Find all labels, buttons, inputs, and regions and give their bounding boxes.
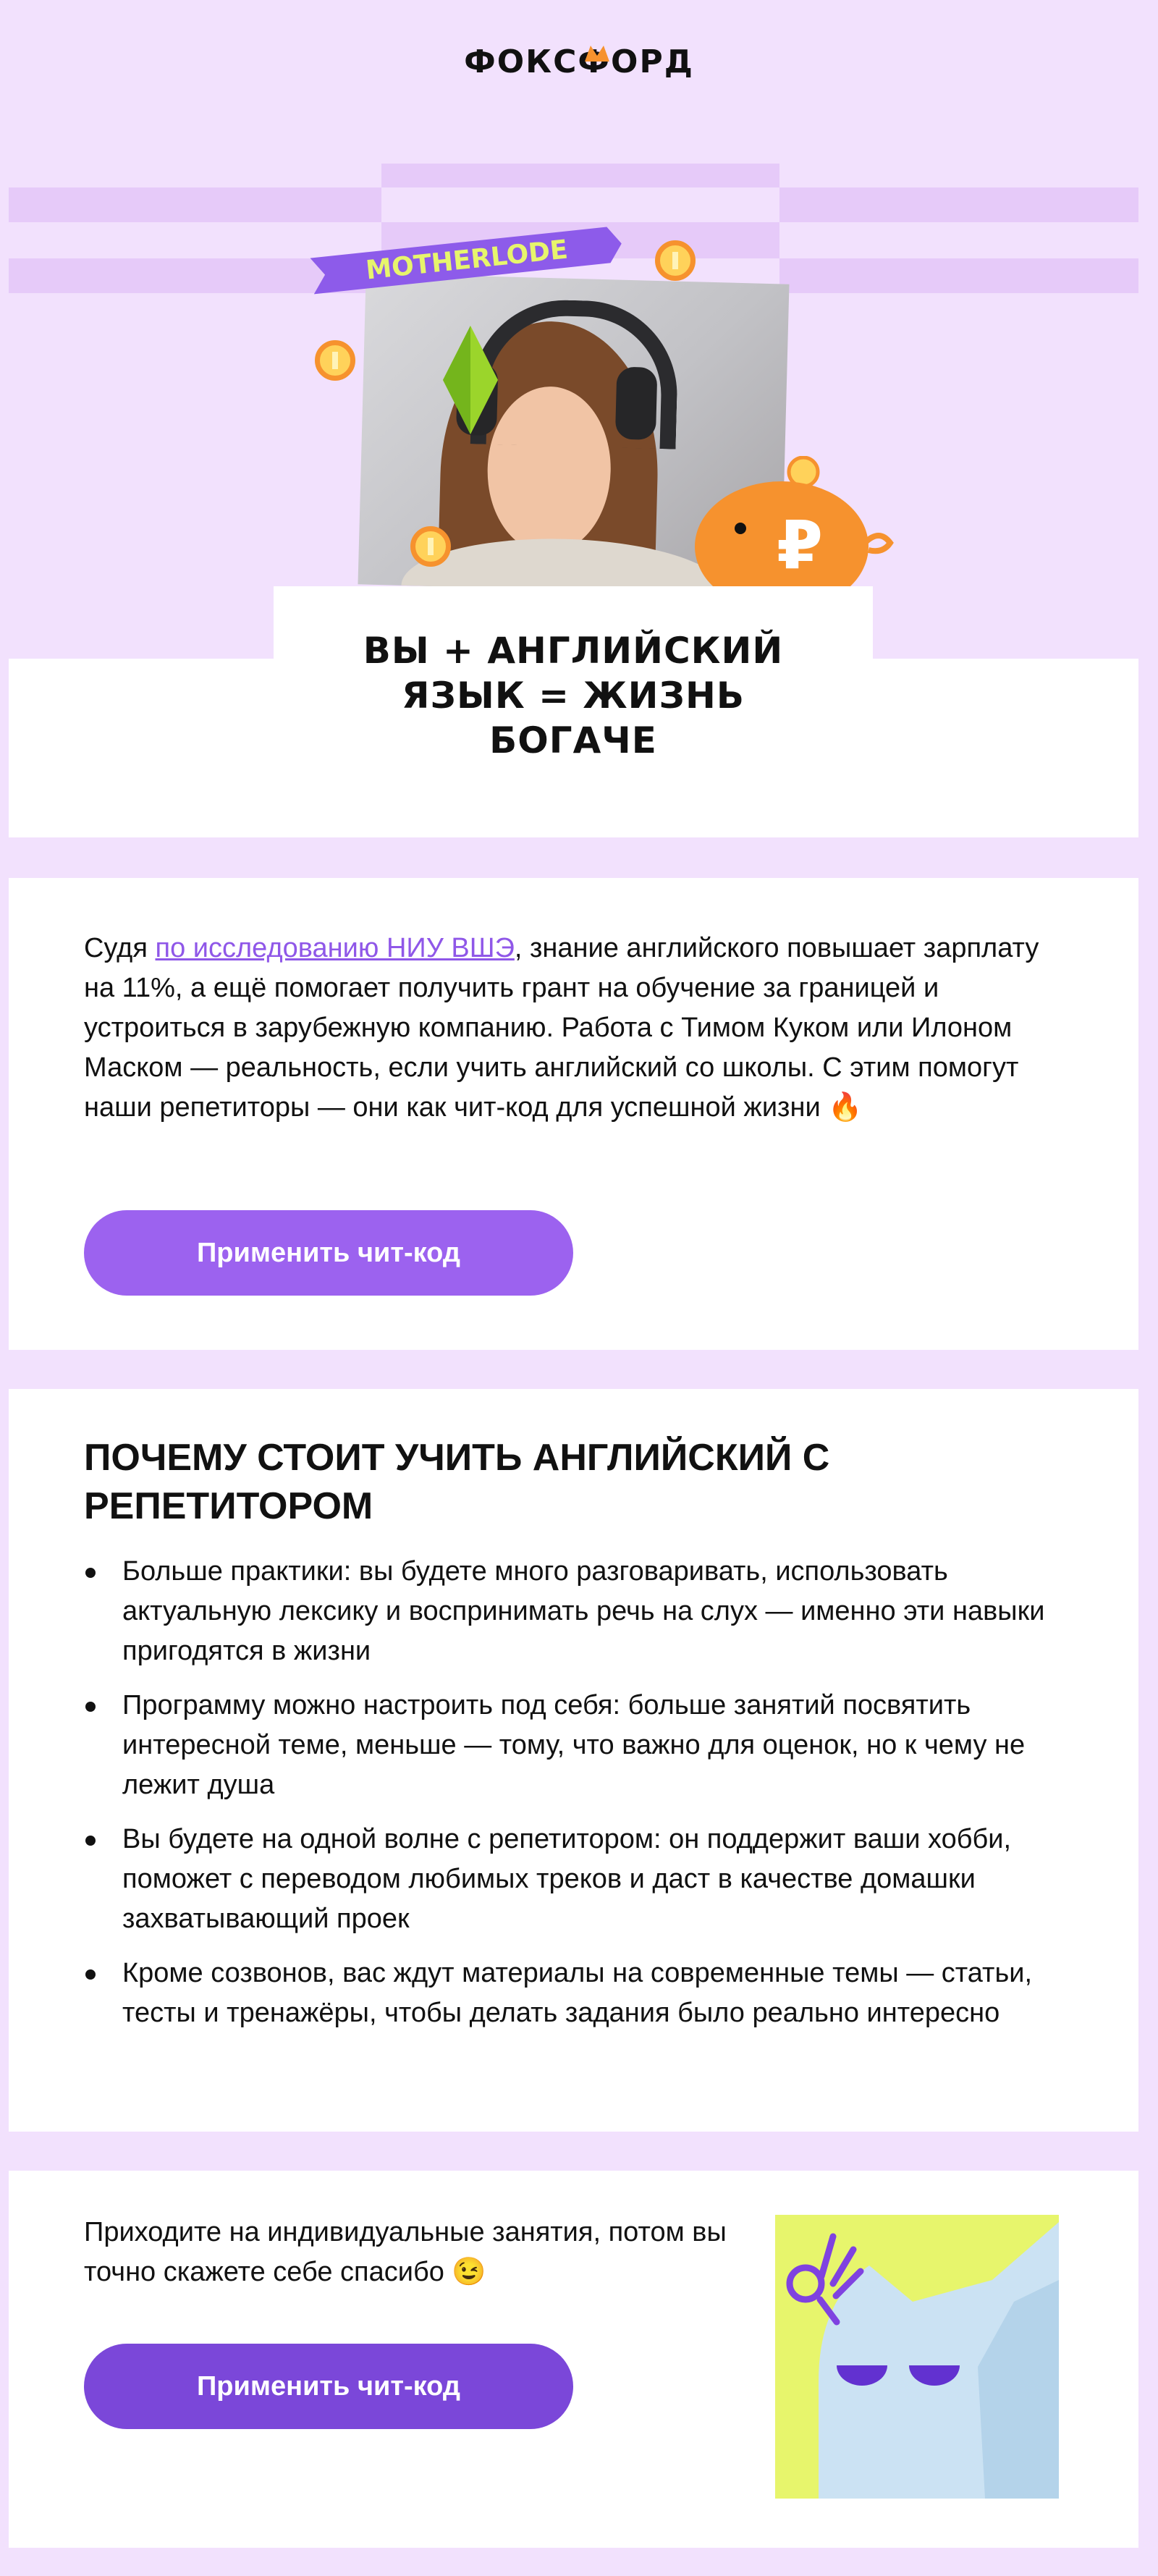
gem-icon	[441, 326, 499, 434]
apply-cheat-code-button[interactable]: Применить чит-код	[84, 2344, 573, 2429]
coin-icon	[655, 240, 696, 281]
closing-paragraph: Приходите на индивидуальные занятия, потом вы точно скажете себе спасибо 😉	[84, 2217, 727, 2287]
closing-card	[9, 2171, 1138, 2548]
hse-research-link[interactable]: по исследованию НИУ ВШЭ	[155, 933, 515, 963]
hero-band	[381, 164, 779, 187]
list-item: Больше практики: вы будете много разговаривать, использовать актуальную лексику и воспринимать речь на слух — именно эти навыки пригодятся в жизни	[84, 1552, 1083, 1671]
section-title: ПОЧЕМУ СТОИТ УЧИТЬ АНГЛИЙСКИЙ С РЕПЕТИТОРОМ	[84, 1437, 830, 1527]
hero-band	[9, 187, 381, 222]
list-item: Кроме созвонов, вас ждут материалы на современные темы — статьи, тесты и тренажёры, чтобы делать задания было реально интересно	[84, 1954, 1083, 2033]
hero-title	[274, 628, 873, 763]
hero-title-line: БОГАЧЕ	[489, 719, 657, 761]
reasons-card	[9, 1389, 1138, 2132]
logo-text: ФОКСФОРД	[464, 43, 694, 80]
hero-title-line: ВЫ + АНГЛИЙСКИЙ	[363, 630, 784, 672]
intro-card	[9, 878, 1138, 1350]
hero-band	[779, 258, 1138, 293]
intro-paragraph: Судя по исследованию НИУ ВШЭ, знание английского повышает зарплату на 11%, а ещё помогает получить грант на обучение за границей и устроиться в зарубежную компанию. Работа с Тимом Куком или Илоном Маском — реальность, если учить английский со школы. С этим помогут наши репетиторы — они как чит-код для успешной жизни 🔥	[84, 933, 1039, 1123]
coin-icon	[410, 526, 451, 567]
reasons-list	[84, 1552, 1083, 2048]
brand-logo[interactable]	[0, 43, 1158, 80]
mascot-illustration	[775, 2215, 1059, 2499]
hero-title-line: ЯЗЫК = ЖИЗНЬ	[402, 675, 745, 717]
apply-cheat-code-button[interactable]: Применить чит-код	[84, 1210, 573, 1296]
list-item: Вы будете на одной волне с репетитором: он поддержит ваши хобби, поможет с переводом любимых треков и даст в качестве домашки захватывающий проек	[84, 1820, 1083, 1939]
hero-band	[779, 187, 1138, 222]
ruble-symbol: ₽	[776, 507, 824, 584]
badge-text: MOTHERLODE	[364, 235, 570, 286]
fox-ears-icon	[585, 46, 609, 62]
coin-icon	[315, 340, 355, 381]
list-item: Программу можно настроить под себя: больше занятий посвятить интересной теме, меньше — тому, что важно для оценок, но к чему не лежит душа	[84, 1686, 1083, 1805]
